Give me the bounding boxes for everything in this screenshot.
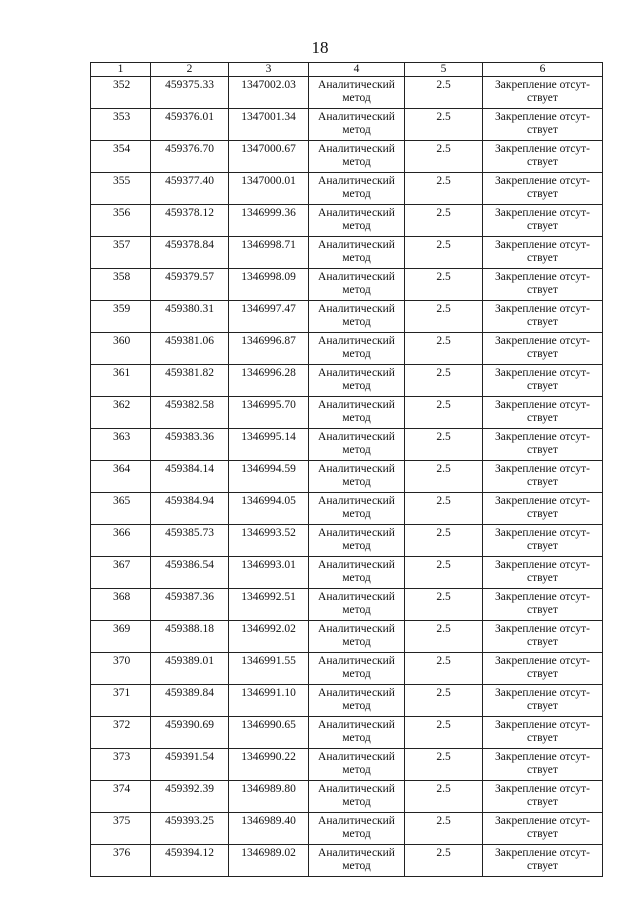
point-number: 371 — [91, 685, 151, 717]
status-line-1: Закрепление отсут- — [495, 79, 590, 91]
y-coordinate: 1346989.80 — [229, 781, 309, 813]
y-coordinate: 1346991.55 — [229, 653, 309, 685]
method-line-1: Аналитический — [318, 495, 395, 507]
table-row — [91, 557, 603, 589]
accuracy-value: 2.5 — [405, 813, 483, 845]
determination-method — [309, 653, 405, 685]
y-coordinate: 1346995.70 — [229, 397, 309, 429]
accuracy-value: 2.5 — [405, 589, 483, 621]
status-line-1: Закрепление отсут- — [495, 111, 590, 123]
method-line-1: Аналитический — [318, 207, 395, 219]
marker-status — [483, 237, 603, 269]
determination-method — [309, 589, 405, 621]
method-line-2: метод — [342, 444, 371, 456]
marker-status — [483, 717, 603, 749]
method-line-2: метод — [342, 508, 371, 520]
accuracy-value: 2.5 — [405, 77, 483, 109]
determination-method — [309, 621, 405, 653]
method-line-1: Аналитический — [318, 239, 395, 251]
method-line-2: метод — [342, 380, 371, 392]
status-line-2: ствует — [527, 156, 558, 168]
accuracy-value: 2.5 — [405, 493, 483, 525]
accuracy-value: 2.5 — [405, 717, 483, 749]
status-line-1: Закрепление отсут- — [495, 367, 590, 379]
y-coordinate: 1347002.03 — [229, 77, 309, 109]
method-line-1: Аналитический — [318, 687, 395, 699]
point-number: 352 — [91, 77, 151, 109]
status-line-2: ствует — [527, 668, 558, 680]
method-line-2: метод — [342, 252, 371, 264]
determination-method — [309, 365, 405, 397]
marker-status — [483, 781, 603, 813]
status-line-1: Закрепление отсут- — [495, 335, 590, 347]
point-number: 361 — [91, 365, 151, 397]
x-coordinate: 459378.12 — [151, 205, 229, 237]
table-row — [91, 781, 603, 813]
status-line-1: Закрепление отсут- — [495, 527, 590, 539]
method-line-2: метод — [342, 124, 371, 136]
x-coordinate: 459389.84 — [151, 685, 229, 717]
method-line-2: метод — [342, 764, 371, 776]
method-line-1: Аналитический — [318, 303, 395, 315]
marker-status — [483, 461, 603, 493]
accuracy-value: 2.5 — [405, 557, 483, 589]
method-line-1: Аналитический — [318, 335, 395, 347]
table-row — [91, 333, 603, 365]
y-coordinate: 1346989.40 — [229, 813, 309, 845]
x-coordinate: 459376.01 — [151, 109, 229, 141]
marker-status — [483, 749, 603, 781]
y-coordinate: 1346994.59 — [229, 461, 309, 493]
status-line-2: ствует — [527, 636, 558, 648]
point-number: 354 — [91, 141, 151, 173]
method-line-2: метод — [342, 348, 371, 360]
method-line-2: метод — [342, 796, 371, 808]
page-number: 18 — [311, 38, 329, 57]
table-row — [91, 397, 603, 429]
point-number: 360 — [91, 333, 151, 365]
x-coordinate: 459381.06 — [151, 333, 229, 365]
marker-status — [483, 365, 603, 397]
method-line-2: метод — [342, 188, 371, 200]
status-line-1: Закрепление отсут- — [495, 719, 590, 731]
table-row — [91, 429, 603, 461]
determination-method — [309, 749, 405, 781]
method-line-2: метод — [342, 668, 371, 680]
accuracy-value: 2.5 — [405, 173, 483, 205]
marker-status — [483, 141, 603, 173]
method-line-2: метод — [342, 604, 371, 616]
status-line-1: Закрепление отсут- — [495, 175, 590, 187]
y-coordinate: 1346994.05 — [229, 493, 309, 525]
x-coordinate: 459393.25 — [151, 813, 229, 845]
status-line-2: ствует — [527, 764, 558, 776]
method-line-1: Аналитический — [318, 431, 395, 443]
method-line-2: метод — [342, 476, 371, 488]
determination-method — [309, 813, 405, 845]
method-line-1: Аналитический — [318, 591, 395, 603]
status-line-1: Закрепление отсут- — [495, 239, 590, 251]
point-number: 358 — [91, 269, 151, 301]
status-line-1: Закрепление отсут- — [495, 655, 590, 667]
x-coordinate: 459375.33 — [151, 77, 229, 109]
x-coordinate: 459392.39 — [151, 781, 229, 813]
table-row — [91, 685, 603, 717]
marker-status — [483, 589, 603, 621]
column-header-5: 5 — [405, 63, 483, 77]
marker-status — [483, 813, 603, 845]
method-line-1: Аналитический — [318, 399, 395, 411]
header-row — [91, 63, 603, 77]
point-number: 359 — [91, 301, 151, 333]
method-line-1: Аналитический — [318, 271, 395, 283]
status-line-2: ствует — [527, 860, 558, 872]
table-row — [91, 109, 603, 141]
method-line-2: метод — [342, 700, 371, 712]
method-line-1: Аналитический — [318, 143, 395, 155]
y-coordinate: 1346997.47 — [229, 301, 309, 333]
status-line-2: ствует — [527, 732, 558, 744]
status-line-1: Закрепление отсут- — [495, 591, 590, 603]
x-coordinate: 459390.69 — [151, 717, 229, 749]
determination-method — [309, 685, 405, 717]
x-coordinate: 459381.82 — [151, 365, 229, 397]
status-line-1: Закрепление отсут- — [495, 751, 590, 763]
column-header-4: 4 — [309, 63, 405, 77]
status-line-1: Закрепление отсут- — [495, 399, 590, 411]
point-number: 356 — [91, 205, 151, 237]
table-row — [91, 141, 603, 173]
status-line-2: ствует — [527, 700, 558, 712]
x-coordinate: 459384.14 — [151, 461, 229, 493]
marker-status — [483, 173, 603, 205]
marker-status — [483, 653, 603, 685]
y-coordinate: 1346989.02 — [229, 845, 309, 877]
x-coordinate: 459379.57 — [151, 269, 229, 301]
determination-method — [309, 205, 405, 237]
y-coordinate: 1346999.36 — [229, 205, 309, 237]
accuracy-value: 2.5 — [405, 429, 483, 461]
status-line-1: Закрепление отсут- — [495, 559, 590, 571]
marker-status — [483, 269, 603, 301]
method-line-1: Аналитический — [318, 463, 395, 475]
x-coordinate: 459388.18 — [151, 621, 229, 653]
accuracy-value: 2.5 — [405, 365, 483, 397]
table-row — [91, 621, 603, 653]
status-line-2: ствует — [527, 540, 558, 552]
accuracy-value: 2.5 — [405, 685, 483, 717]
status-line-2: ствует — [527, 572, 558, 584]
status-line-1: Закрепление отсут- — [495, 815, 590, 827]
accuracy-value: 2.5 — [405, 781, 483, 813]
point-number: 364 — [91, 461, 151, 493]
status-line-2: ствует — [527, 220, 558, 232]
status-line-1: Закрепление отсут- — [495, 847, 590, 859]
marker-status — [483, 205, 603, 237]
marker-status — [483, 109, 603, 141]
table-row — [91, 77, 603, 109]
marker-status — [483, 685, 603, 717]
status-line-1: Закрепление отсут- — [495, 431, 590, 443]
accuracy-value: 2.5 — [405, 621, 483, 653]
status-line-2: ствует — [527, 252, 558, 264]
table-row — [91, 237, 603, 269]
status-line-1: Закрепление отсут- — [495, 303, 590, 315]
coordinates-table — [90, 62, 603, 877]
table-row — [91, 269, 603, 301]
method-line-2: метод — [342, 540, 371, 552]
point-number: 366 — [91, 525, 151, 557]
point-number: 368 — [91, 589, 151, 621]
marker-status — [483, 493, 603, 525]
y-coordinate: 1346996.28 — [229, 365, 309, 397]
marker-status — [483, 621, 603, 653]
marker-status — [483, 301, 603, 333]
method-line-2: метод — [342, 316, 371, 328]
status-line-1: Закрепление отсут- — [495, 143, 590, 155]
determination-method — [309, 429, 405, 461]
point-number: 355 — [91, 173, 151, 205]
point-number: 376 — [91, 845, 151, 877]
status-line-1: Закрепление отсут- — [495, 687, 590, 699]
table-row — [91, 845, 603, 877]
marker-status — [483, 429, 603, 461]
determination-method — [309, 141, 405, 173]
method-line-1: Аналитический — [318, 79, 395, 91]
column-header-1: 1 — [91, 63, 151, 77]
y-coordinate: 1346998.71 — [229, 237, 309, 269]
table-row — [91, 589, 603, 621]
accuracy-value: 2.5 — [405, 749, 483, 781]
y-coordinate: 1346993.01 — [229, 557, 309, 589]
y-coordinate: 1346990.65 — [229, 717, 309, 749]
column-header-3: 3 — [229, 63, 309, 77]
status-line-2: ствует — [527, 796, 558, 808]
method-line-2: метод — [342, 412, 371, 424]
table-row — [91, 717, 603, 749]
marker-status — [483, 845, 603, 877]
determination-method — [309, 717, 405, 749]
accuracy-value: 2.5 — [405, 205, 483, 237]
determination-method — [309, 237, 405, 269]
y-coordinate: 1346992.02 — [229, 621, 309, 653]
x-coordinate: 459387.36 — [151, 589, 229, 621]
point-number: 372 — [91, 717, 151, 749]
status-line-1: Закрепление отсут- — [495, 623, 590, 635]
y-coordinate: 1346992.51 — [229, 589, 309, 621]
determination-method — [309, 781, 405, 813]
x-coordinate: 459386.54 — [151, 557, 229, 589]
point-number: 365 — [91, 493, 151, 525]
method-line-1: Аналитический — [318, 719, 395, 731]
status-line-2: ствует — [527, 284, 558, 296]
accuracy-value: 2.5 — [405, 397, 483, 429]
method-line-2: метод — [342, 92, 371, 104]
point-number: 363 — [91, 429, 151, 461]
method-line-2: метод — [342, 828, 371, 840]
marker-status — [483, 77, 603, 109]
accuracy-value: 2.5 — [405, 653, 483, 685]
method-line-1: Аналитический — [318, 655, 395, 667]
x-coordinate: 459377.40 — [151, 173, 229, 205]
point-number: 369 — [91, 621, 151, 653]
determination-method — [309, 525, 405, 557]
accuracy-value: 2.5 — [405, 237, 483, 269]
status-line-1: Закрепление отсут- — [495, 463, 590, 475]
method-line-2: метод — [342, 860, 371, 872]
x-coordinate: 459389.01 — [151, 653, 229, 685]
x-coordinate: 459380.31 — [151, 301, 229, 333]
point-number: 370 — [91, 653, 151, 685]
method-line-1: Аналитический — [318, 783, 395, 795]
y-coordinate: 1346996.87 — [229, 333, 309, 365]
method-line-1: Аналитический — [318, 175, 395, 187]
status-line-1: Закрепление отсут- — [495, 271, 590, 283]
table-row — [91, 749, 603, 781]
point-number: 374 — [91, 781, 151, 813]
method-line-2: метод — [342, 220, 371, 232]
x-coordinate: 459382.58 — [151, 397, 229, 429]
method-line-1: Аналитический — [318, 527, 395, 539]
determination-method — [309, 333, 405, 365]
table-row — [91, 205, 603, 237]
point-number: 353 — [91, 109, 151, 141]
x-coordinate: 459383.36 — [151, 429, 229, 461]
status-line-1: Закрепление отсут- — [495, 495, 590, 507]
status-line-2: ствует — [527, 316, 558, 328]
determination-method — [309, 557, 405, 589]
x-coordinate: 459391.54 — [151, 749, 229, 781]
table-row — [91, 461, 603, 493]
table-row — [91, 813, 603, 845]
determination-method — [309, 397, 405, 429]
point-number: 362 — [91, 397, 151, 429]
status-line-2: ствует — [527, 188, 558, 200]
status-line-1: Закрепление отсут- — [495, 783, 590, 795]
column-header-2: 2 — [151, 63, 229, 77]
status-line-2: ствует — [527, 380, 558, 392]
determination-method — [309, 301, 405, 333]
accuracy-value: 2.5 — [405, 269, 483, 301]
method-line-1: Аналитический — [318, 559, 395, 571]
status-line-2: ствует — [527, 124, 558, 136]
status-line-2: ствует — [527, 508, 558, 520]
determination-method — [309, 269, 405, 301]
table-row — [91, 653, 603, 685]
method-line-2: метод — [342, 732, 371, 744]
marker-status — [483, 333, 603, 365]
status-line-2: ствует — [527, 444, 558, 456]
table-row — [91, 301, 603, 333]
determination-method — [309, 173, 405, 205]
table-row — [91, 525, 603, 557]
table-row — [91, 493, 603, 525]
status-line-2: ствует — [527, 476, 558, 488]
method-line-2: метод — [342, 572, 371, 584]
accuracy-value: 2.5 — [405, 109, 483, 141]
method-line-1: Аналитический — [318, 111, 395, 123]
point-number: 357 — [91, 237, 151, 269]
y-coordinate: 1346991.10 — [229, 685, 309, 717]
y-coordinate: 1346995.14 — [229, 429, 309, 461]
y-coordinate: 1347001.34 — [229, 109, 309, 141]
method-line-1: Аналитический — [318, 623, 395, 635]
y-coordinate: 1346998.09 — [229, 269, 309, 301]
point-number: 373 — [91, 749, 151, 781]
point-number: 375 — [91, 813, 151, 845]
accuracy-value: 2.5 — [405, 845, 483, 877]
method-line-2: метод — [342, 284, 371, 296]
determination-method — [309, 845, 405, 877]
determination-method — [309, 461, 405, 493]
determination-method — [309, 77, 405, 109]
status-line-2: ствует — [527, 92, 558, 104]
column-header-6: 6 — [483, 63, 603, 77]
table-row — [91, 173, 603, 205]
accuracy-value: 2.5 — [405, 301, 483, 333]
determination-method — [309, 493, 405, 525]
status-line-2: ствует — [527, 412, 558, 424]
marker-status — [483, 397, 603, 429]
point-number: 367 — [91, 557, 151, 589]
x-coordinate: 459385.73 — [151, 525, 229, 557]
determination-method — [309, 109, 405, 141]
accuracy-value: 2.5 — [405, 461, 483, 493]
y-coordinate: 1347000.67 — [229, 141, 309, 173]
x-coordinate: 459384.94 — [151, 493, 229, 525]
marker-status — [483, 525, 603, 557]
accuracy-value: 2.5 — [405, 141, 483, 173]
y-coordinate: 1347000.01 — [229, 173, 309, 205]
x-coordinate: 459378.84 — [151, 237, 229, 269]
accuracy-value: 2.5 — [405, 525, 483, 557]
status-line-1: Закрепление отсут- — [495, 207, 590, 219]
method-line-1: Аналитический — [318, 815, 395, 827]
y-coordinate: 1346990.22 — [229, 749, 309, 781]
table-row — [91, 365, 603, 397]
x-coordinate: 459376.70 — [151, 141, 229, 173]
method-line-1: Аналитический — [318, 367, 395, 379]
status-line-2: ствует — [527, 348, 558, 360]
x-coordinate: 459394.12 — [151, 845, 229, 877]
method-line-2: метод — [342, 156, 371, 168]
status-line-2: ствует — [527, 828, 558, 840]
method-line-2: метод — [342, 636, 371, 648]
method-line-1: Аналитический — [318, 847, 395, 859]
status-line-2: ствует — [527, 604, 558, 616]
y-coordinate: 1346993.52 — [229, 525, 309, 557]
method-line-1: Аналитический — [318, 751, 395, 763]
accuracy-value: 2.5 — [405, 333, 483, 365]
marker-status — [483, 557, 603, 589]
